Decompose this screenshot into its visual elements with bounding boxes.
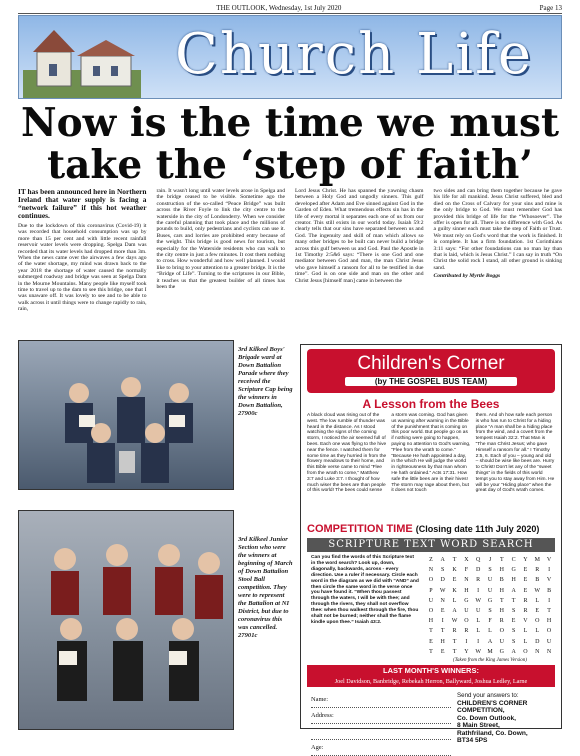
grid-letter: G: [499, 648, 504, 655]
grid-letter: T: [440, 628, 445, 635]
grid-letter: U: [487, 577, 493, 584]
grid-letter: O: [428, 608, 434, 615]
page-header: [18, 2, 562, 14]
grid-letter: E: [452, 577, 457, 584]
lesson-column-3: them. And oh how safe each person is who has run to Christ for a hiding place “A man shall be a hiding place from the wind, and a covert from the tempest Isaiah 32:2. That Man is “The man Christ Jesus; who gave Himself a ransom for all.” I Timothy 2:5, 6. Each of you – young and old – should be wise like bees are. Hurry to Christ! Don't let any of the “sweet things” in the fields of this world tempt you to stay away from Him. He will be your “Hiding place” when the great day of God's wrath comes.: [475, 413, 555, 494]
lesson-body: [307, 413, 555, 521]
grid-letter: M: [534, 557, 540, 564]
send-address-line: 8 Main Street,: [457, 722, 500, 729]
grid-letter: I: [477, 638, 480, 645]
grid-letter: O: [464, 618, 469, 625]
grid-letter: O: [499, 628, 504, 635]
grid-letter: P: [429, 587, 433, 594]
grid-letter: H: [428, 618, 434, 625]
grid-letter: R: [452, 628, 457, 635]
grid-letter: U: [487, 587, 493, 594]
send-address-line: Co. Down Outlook,: [457, 714, 516, 722]
junior-section-photo: [18, 510, 234, 730]
grid-letter: T: [511, 597, 516, 604]
grid-letter: D: [535, 638, 540, 645]
grid-letter: S: [441, 567, 445, 574]
name-field[interactable]: Name:: [311, 692, 451, 708]
address-field-2[interactable]: [311, 724, 451, 740]
article-body: [18, 188, 562, 328]
grid-letter: U: [428, 597, 434, 604]
grid-letter: A: [440, 557, 445, 564]
grid-letter: E: [523, 577, 528, 584]
photo-figures-2: [19, 511, 235, 731]
grid-letter: C: [511, 557, 516, 564]
grid-letter: K: [452, 587, 457, 594]
grid-letter: B: [499, 577, 504, 584]
address-field[interactable]: Address:: [311, 708, 451, 724]
send-address-line: CHILDREN'S CORNER COMPETITION,: [457, 699, 528, 714]
grid-letter: E: [440, 648, 445, 655]
bible-version-note: (Taken from the King James Version): [453, 658, 527, 663]
grid-letter: H: [511, 577, 516, 584]
grid-letter: T: [429, 628, 433, 635]
grid-letter: Y: [523, 557, 528, 564]
grid-letter: W: [439, 587, 446, 594]
entry-form: [311, 692, 451, 756]
paper-dateline: THE OUTLOOK, Wednesday, 1st July 2020: [216, 3, 342, 12]
grid-letter: T: [499, 597, 504, 604]
grid-letter: V: [523, 618, 528, 625]
grid-letter: H: [440, 638, 445, 645]
lesson-column-2: a storm was coming. God has given us warning after warning in the Bible of the punishment that is coming on this poor world. But people go on as if nothing were going to happen, paying no attention to God's warning, “Flee from the wrath to come.” “Because He hath appointed a day, in the which He will judge the world in righteousness by that man whom He hath ordained.” Acts 17:31. How safe the little bees are in their hives! The storm may rage about them, but it does not touch: [391, 413, 471, 494]
grid-letter: T: [429, 648, 433, 655]
grid-letter: B: [535, 577, 540, 584]
grid-letter: U: [464, 608, 469, 615]
lesson-column-1: A black cloud was rising out of the west. The low rumble of thunder was heard in the distance. As I stood watching the signs of the coming storm, I noticed the air seemed full of bees. Each one was flying to the hive near the fence. I watched them for some time as they hurried in from the flowery meadows to their home, and this Bible verse came to mind “Flee from the wrath to come,” Matthew 3:7 and Luke 3:7. I thought of how much wiser the bees are than people of this world! The bees could sense: [307, 413, 387, 494]
grid-letter: L: [535, 597, 540, 604]
childrens-corner-header: [307, 349, 555, 393]
article-column-4: [434, 188, 563, 328]
headline-line-1: Now is the time we must: [21, 100, 559, 146]
grid-letter: L: [476, 618, 480, 625]
grid-letter: V: [546, 557, 552, 564]
closing-date: (Closing date 11th July 2020): [415, 524, 540, 534]
grid-letter: A: [511, 587, 516, 594]
winners-list: Joel Davidson, Banbridge, Rebekah Herron, Ballyward, Joshua Ledley, Larne: [307, 677, 555, 687]
grid-letter: U: [546, 638, 552, 645]
competition-title: COMPETITION TIME: [307, 523, 413, 535]
grid-letter: L: [488, 628, 492, 635]
grid-letter: F: [464, 567, 469, 574]
grid-letter: I: [548, 597, 551, 604]
headline-line-2: take the ‘step of faith’: [47, 142, 533, 188]
grid-letter: L: [452, 597, 457, 604]
photo-figures: [19, 341, 235, 491]
article-text-4: two sides and can bring them together because he gave his life for all mankind. Jesus Christ suffered, bled and died on the Cross of Calvary for your sins and mine is the only bridge to God. We must remember God has provided this bridge of life for the “Whosoever”. The offer is open for all. There is no difference with God. As a guilty sinner each must take the step of Faith or Trust. We must rely on God's word that the work is finished. It is complete. It has a firm foundation. 1st Corinthians 3:11 says: “For other foundations can no man lay than that is laid, which is Jesus Christ.” I can say in truth “On Christ the solid rock I stand, all other ground is sinking sand.: [433, 188, 562, 271]
grid-letter: O: [535, 618, 540, 625]
grid-letter: J: [488, 557, 492, 564]
grid-letter: N: [546, 648, 552, 655]
grid-letter: H: [464, 587, 469, 594]
grid-letter: T: [452, 638, 457, 645]
grid-letter: Y: [464, 648, 469, 655]
childrens-corner-panel: [300, 344, 562, 751]
grid-letter: T: [499, 557, 504, 564]
grid-letter: M: [487, 648, 493, 655]
age-field[interactable]: Age:: [311, 740, 451, 756]
grid-letter: R: [523, 608, 528, 615]
headline: [18, 102, 562, 186]
page-number: Page 13: [539, 3, 562, 12]
grid-letter: A: [452, 608, 457, 615]
lesson-title: A Lesson from the Bees: [362, 397, 500, 411]
section-banner: [18, 15, 562, 99]
grid-letter: E: [440, 608, 445, 615]
grid-letter: G: [464, 597, 469, 604]
grid-letter: O: [523, 648, 528, 655]
grid-letter: N: [440, 597, 445, 604]
send-address: [457, 692, 557, 745]
grid-letter: R: [499, 618, 504, 625]
grid-letter: R: [464, 628, 469, 635]
grid-letter: L: [535, 628, 540, 635]
grid-letter: H: [499, 608, 504, 615]
grid-letter: L: [476, 628, 480, 635]
grid-letter: W: [475, 597, 481, 604]
grid-letter: Q: [476, 557, 481, 564]
grid-letter: E: [535, 608, 540, 615]
grid-letter: I: [441, 618, 444, 625]
photo-caption-2: 3rd Kilkeel Junior Section who were the winners at beginning of March of Down Battalion Stool Ball competition. They were to represent the Battalion at NI District, but due to coronavirus this was cancelled. 27901c: [238, 536, 293, 639]
word-search-heading: SCRIPTURE TEXT WORD SEARCH: [307, 538, 555, 552]
grid-letter: I: [548, 567, 551, 574]
grid-letter: H: [546, 618, 552, 625]
article-credit: Contributed by Myrtle Boggs: [433, 273, 501, 280]
send-label: Send your answers to:: [457, 692, 519, 699]
article-intro: IT has been announced here in Northern Ireland that water supply is facing a “network failure” if this hot weather continues.: [18, 187, 147, 220]
grid-letter: K: [452, 567, 457, 574]
article-text-1: Due to the lockdown of this coronavirus (Covid-19) it was recorded that household consumption was up by more than 15 per cent and with little recent rainfall reservoir water levels were dropping. Spelga Dam was recorded that its water levels had dropped more than 3m. When the news came over the airwaves a few days ago of the water shortage, my mind was drawn back to the year 2018 the shortage of water caused the normally submerged roadway and bridge was seen at Spelga Dam in the Mourne Mountains. Many people like myself took time to travel up to the dam to see this bridge, one that I was unaware off. It was lovely to see and to be able to walk across it until things were to change rapidly to rain, rain,: [18, 223, 147, 313]
send-address-line: Rathfriland, Co. Down,: [457, 729, 528, 737]
grid-letter: T: [547, 608, 551, 615]
grid-letter: T: [452, 648, 457, 655]
article-column-2: [157, 188, 286, 328]
grid-letter: A: [487, 638, 493, 645]
grid-letter: E: [523, 587, 528, 594]
grid-letter: W: [534, 587, 541, 594]
grid-letter: B: [547, 587, 552, 594]
word-search-grid: [425, 555, 555, 657]
grid-letter: I: [465, 638, 468, 645]
grid-letter: Z: [429, 557, 433, 564]
boys-brigade-photo: [18, 340, 234, 490]
grid-letter: S: [488, 567, 492, 574]
photo-caption-1: 3rd Kilkeel Boys' Brigade ward at Down Battalion Parade where they received the Scripture Cap being the winners in Down Battalion, 27900c: [238, 346, 293, 417]
grid-letter: R: [535, 567, 540, 574]
grid-letter: E: [429, 638, 433, 645]
banner-title: Church Life: [175, 22, 533, 87]
grid-letter: L: [523, 628, 528, 635]
competition-heading: [307, 523, 555, 535]
grid-letter: E: [523, 567, 528, 574]
grid-letter: N: [464, 577, 469, 584]
grid-letter: O: [546, 628, 552, 635]
grid-letter: F: [488, 618, 492, 625]
article-text-2: rain. It wasn't long until water levels arose in Spelga and the bridge ceased to be visible. Sometime ago the construction of the so-called “Peace Bridge” was built across the River Foyle to link the city centre to the waterside in the city of Londonderry. When we consider the careful planning that took place and the millions of pounds to build, only pedestrians and cyclists can use it. Buses, cars and lorries are prohibited entry because of the weight. This bridge is good news for tourism, but especially for the Waterside residents who can walk to the city centre in just a few minutes. It cost them nothing to cross. How wonderful and how well planned. I would like to bring to your attention to a greater bridge. It is the “Bridge of Life”. Turning to the scriptures in our Bible, it teaches us that the greatest builder of all times has been the: [156, 188, 285, 291]
grid-letter: W: [475, 648, 481, 655]
word-search-instructions: Can you find the words of this Scripture text in the word search? Look up, down, diagonally, backwards, across - every direction. Use a ruler if necessary. Circle each word in the diagram as we did with “AND” and then circle the same word in the verse once you have found it. “When thou passest through the waters, I will be with thee; and through the rivers, they shall not overflow thee: when thou walkest through the fire, thou shalt not be burned; neither shall the flame kindle upon thee.” Isaiah 43:2.: [311, 555, 419, 625]
grid-letter: H: [499, 587, 504, 594]
childrens-corner-subtitle: (by THE GOSPEL BUS TEAM): [345, 377, 517, 386]
childrens-corner-title: Children's Corner: [357, 353, 505, 374]
grid-letter: G: [511, 567, 516, 574]
winners-heading: LAST MONTH'S WINNERS:: [307, 665, 555, 677]
grid-letter: D: [476, 567, 481, 574]
article-column-3: [295, 188, 424, 328]
grid-letter: U: [499, 638, 504, 645]
grid-letter: N: [428, 567, 434, 574]
article-column-1: [18, 188, 147, 328]
grid-letter: L: [523, 638, 528, 645]
article-text-3: Lord Jesus Christ. He has spanned the yawning chasm between a Holy God and ungodly sinners. This gulf developed after Adam and Eve sinned against God in the Garden of Eden. What tremendous effects sin has in the life of every mortal it separates each one of us from our creator. This still exists in our world today. Isaiah 59:2 clearly tells that our sins have separated between us and God. The ingenuity and skill of man which allows so many other bridges to be built can never build a bridge across this gulf between us and God. Paul the Apostle in 1st Timothy 2:5&6 says: “There is one God and one mediator between God and man, the man Christ Jesus who gave himself a ransom for all to be testified in due time”. God is on one side and man on the other and Christ Jesus [himself man] came in between the: [295, 188, 424, 284]
grid-letter: R: [476, 577, 481, 584]
grid-letter: D: [440, 577, 445, 584]
grid-letter: O: [428, 577, 434, 584]
grid-letter: N: [535, 648, 540, 655]
grid-letter: U: [476, 608, 481, 615]
grid-letter: R: [523, 597, 528, 604]
grid-letter: S: [488, 608, 492, 615]
grid-letter: I: [477, 587, 480, 594]
grid-letter: W: [451, 618, 458, 625]
grid-letter: E: [511, 618, 516, 625]
grid-letter: V: [546, 577, 552, 584]
church-illustration: [23, 22, 141, 98]
grid-letter: G: [487, 597, 493, 604]
grid-letter: T: [452, 557, 457, 564]
grid-letter: S: [511, 628, 516, 635]
grid-letter: A: [511, 648, 516, 655]
grid-letter: S: [511, 608, 516, 615]
grid-letter: X: [464, 557, 469, 564]
send-address-line: BT34 5PS: [457, 737, 488, 744]
grid-letter: S: [511, 638, 516, 645]
grid-letter: H: [499, 567, 504, 574]
